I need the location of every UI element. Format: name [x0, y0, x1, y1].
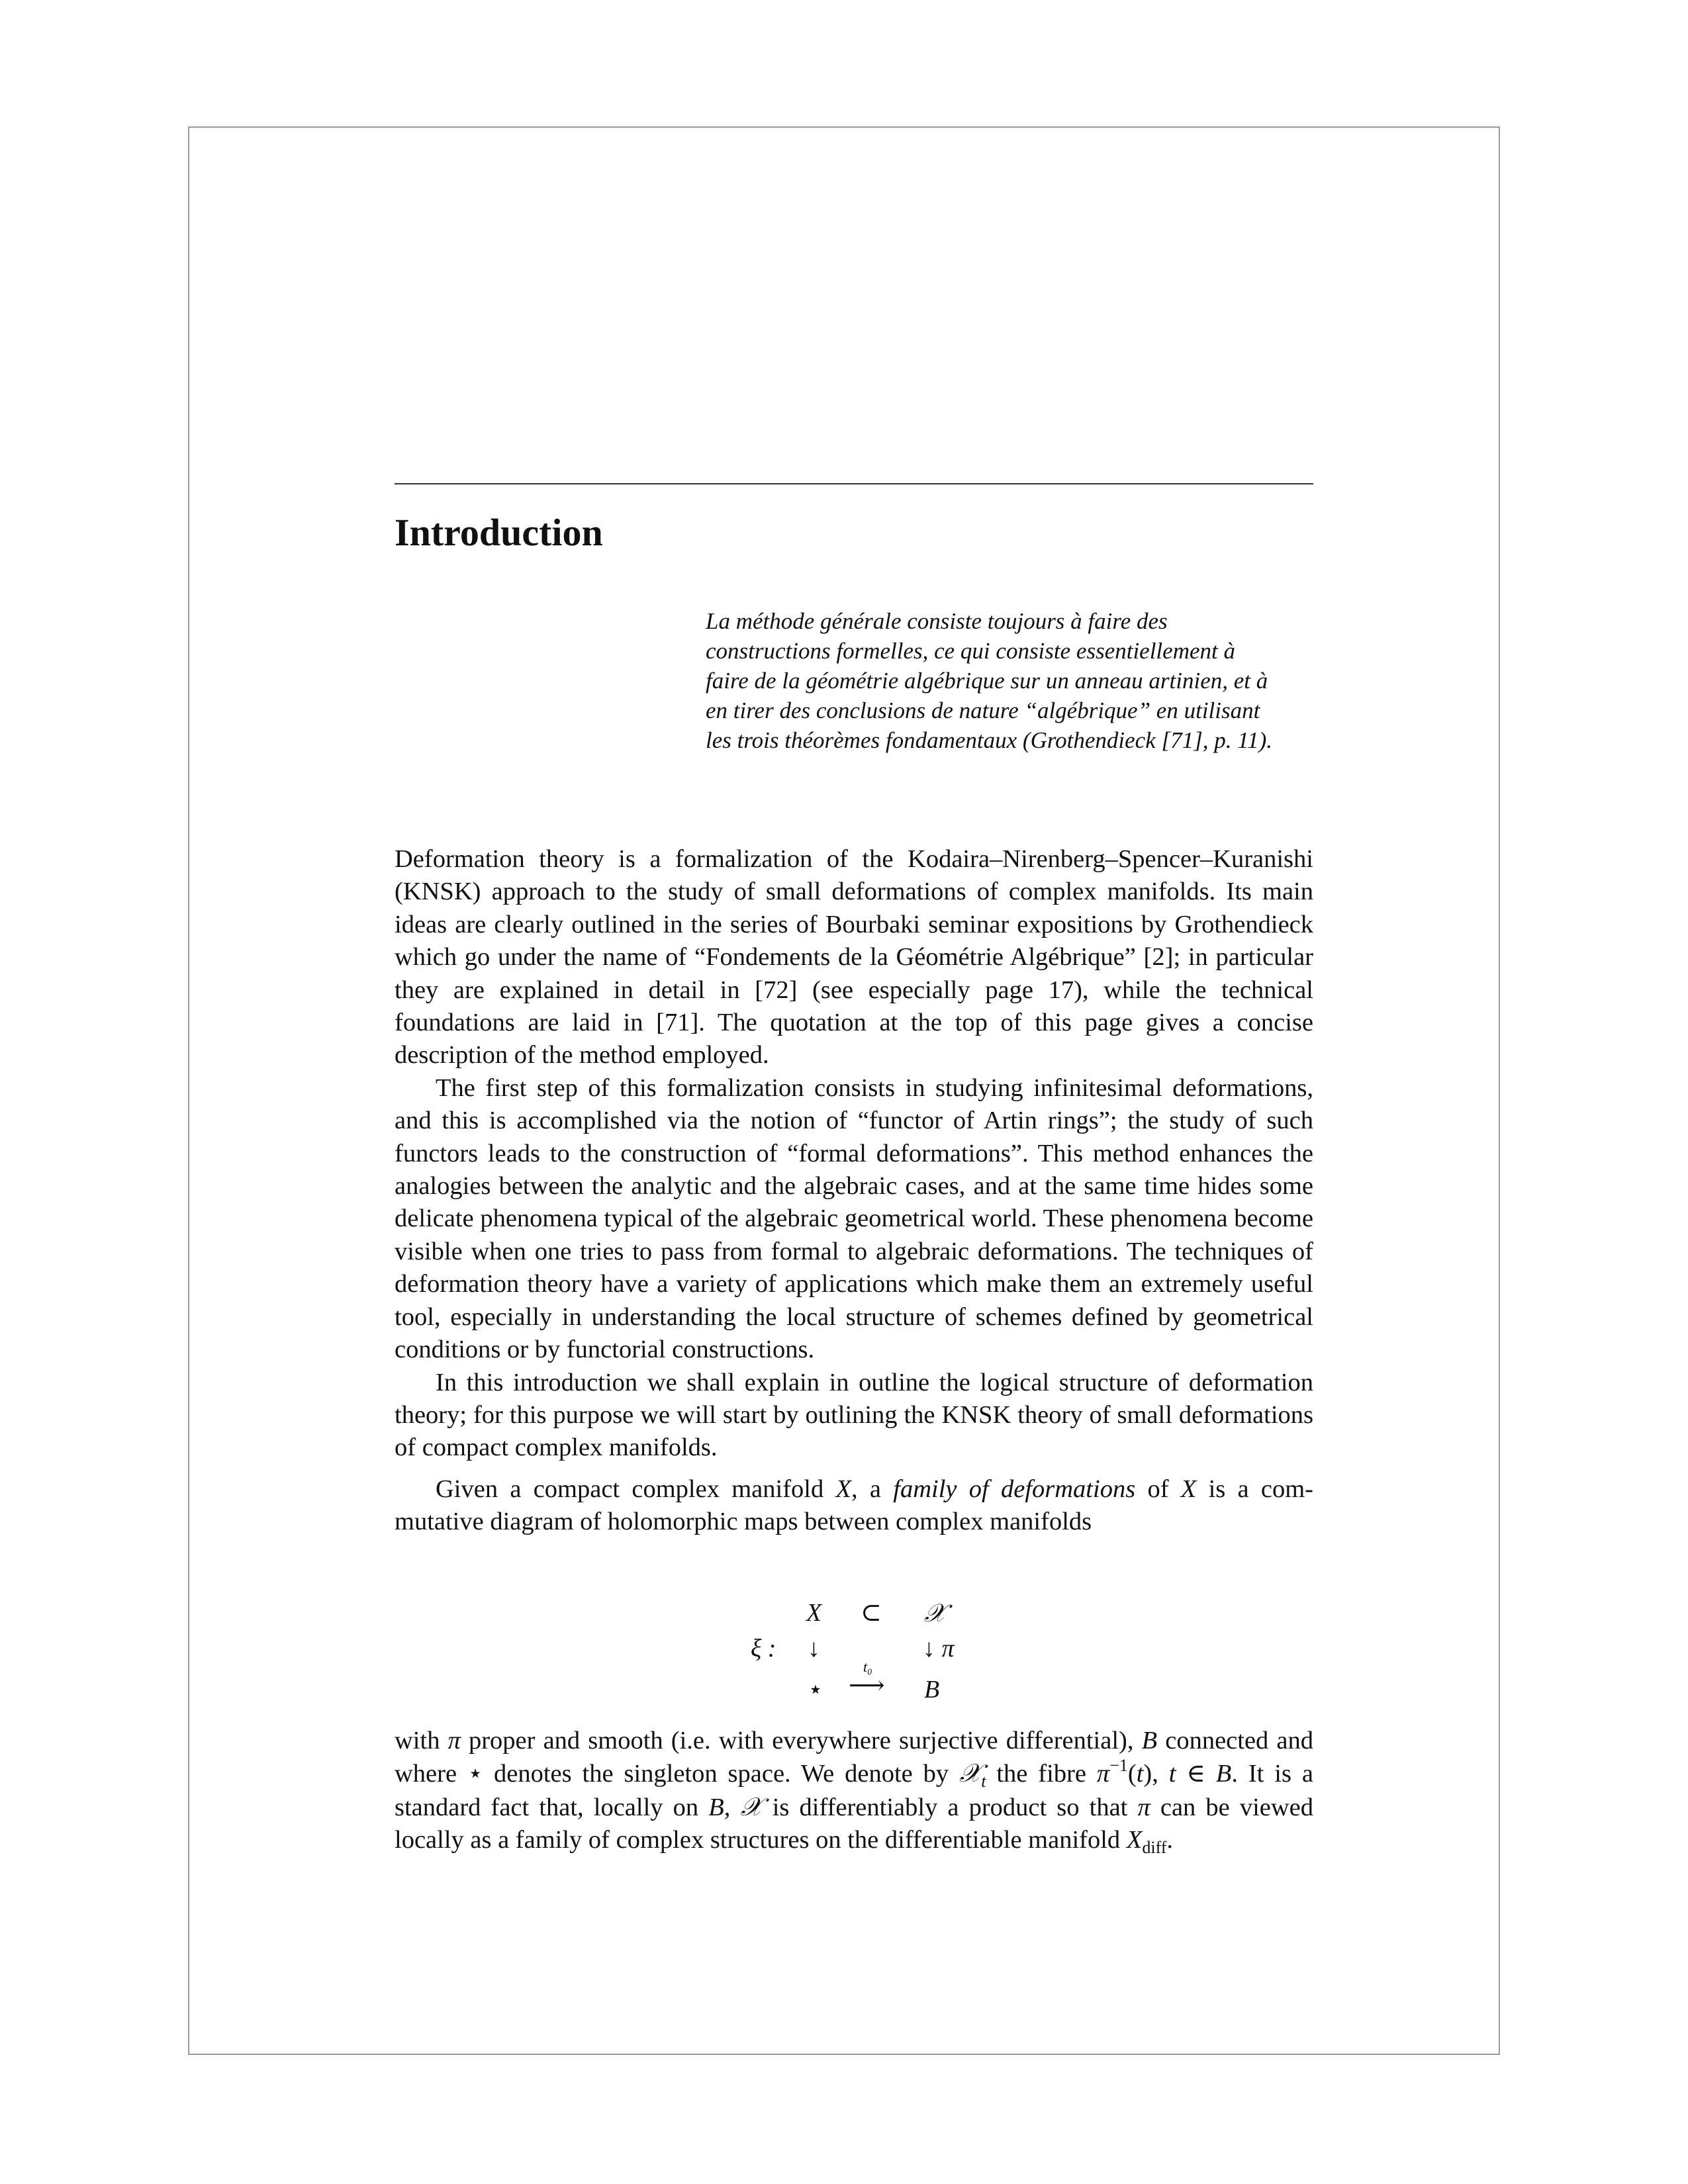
math-symbol: X — [835, 1475, 852, 1503]
math-superscript: −1 — [1109, 1756, 1128, 1776]
text-run: with — [395, 1727, 448, 1754]
paragraph-4 — [395, 1473, 1313, 1539]
text-run: , a — [851, 1475, 894, 1503]
text-run: connected and where — [395, 1727, 1313, 1788]
math-symbol: B — [1215, 1760, 1232, 1788]
epigraph-quote — [706, 606, 1313, 755]
math-symbol: B — [1141, 1727, 1158, 1754]
math-symbol: B — [708, 1793, 724, 1821]
paragraph-3: In this introduction we shall explain in outline the logical structure of deformation theory; for this purpose we will start by outlining the KNSK theory of small deformations of compact complex manifolds. — [395, 1368, 1313, 1462]
diagram-down-left: ↓ — [808, 1635, 820, 1662]
commutative-diagram — [741, 1600, 980, 1713]
text-run: proper and smooth (i.e. with everywhere surjective differential), — [460, 1727, 1142, 1754]
diagram-bottom-right: B — [924, 1676, 940, 1704]
math-symbol: t — [1136, 1760, 1144, 1788]
diagram-top-right: 𝒳 — [924, 1598, 946, 1627]
diagram-xi-label: ξ : — [751, 1635, 776, 1662]
paragraph-5 — [395, 1725, 1313, 1857]
diagram-arrow-label: t₀ — [863, 1659, 872, 1675]
section-rule — [395, 483, 1313, 484]
math-symbol: π — [1096, 1760, 1110, 1788]
paragraph-1: Deformation theory is a formalization of the Kodaira–Nirenberg–Spencer–Kuranishi (KNSK) approach to the study of small deformations of complex manifolds. Its main ideas are clearly outlined in the series of Bourbaki seminar expositions by Grothendieck which go under the name of “Fondements de la Géométrie Algébrique” [2]; in particular they are explained in detail in [72] (see especially page 17), while the technical foundations are laid in [71]. The quotation at the top of this page gives a concise description of the method employed. — [395, 845, 1313, 1069]
math-symbol: 𝒳 — [740, 1792, 763, 1822]
epigraph-line: faire de la géométrie algébrique sur un anneau artinien, et à — [706, 668, 1268, 694]
text-run: ), — [1143, 1760, 1169, 1788]
math-symbol: ⋆ — [467, 1760, 484, 1788]
diagram-down-right: ↓ π — [923, 1635, 955, 1662]
math-subscript: t — [981, 1772, 986, 1792]
epigraph-line: constructions formelles, ce qui consiste essentiellement à — [706, 638, 1235, 664]
math-symbol: π — [1137, 1793, 1150, 1821]
text-run: the fibre — [986, 1760, 1097, 1788]
diagram-bottom-left: ⋆ — [808, 1676, 823, 1704]
text-run: Given a compact complex manifold — [436, 1475, 836, 1503]
math-symbol: X — [1126, 1826, 1143, 1854]
math-subscript: diff — [1142, 1838, 1167, 1858]
text-run: ∈ — [1176, 1760, 1216, 1788]
intro-paragraphs — [395, 843, 1313, 1465]
math-symbol: X — [1180, 1475, 1197, 1503]
epigraph-line: en tirer des conclusions de nature “algébrique” en utilisant — [706, 698, 1260, 723]
text-run: can be viewed locally as a family of complex structures on the differentiable manifold — [395, 1793, 1313, 1854]
text-run: is differentiably a product so that — [762, 1793, 1138, 1821]
paragraph-2: The first step of this formalization consists in studying infinitesimal deformations, and this is accomplished via the notion of “functor of Artin rings”; the study of such functors leads to the construction of “formal deformations”. This method enhances the analogies between the analytic and the algebraic cases, and at the same time hides some delicate phenomena typical of the algebraic geometrical world. These phenomena become visible when one tries to pass from formal to algebraic deformations. The techniques of deformation theory have a variety of applications which make them an extremely useful tool, especially in understanding the local structure of schemes defined by geometrical conditions or by functorial constructions. — [395, 1073, 1313, 1364]
math-symbol: t — [1168, 1760, 1176, 1788]
definition-paragraph — [395, 1473, 1313, 1539]
diagram-top-left: X — [806, 1599, 822, 1627]
text-run: ( — [1127, 1760, 1137, 1788]
section-heading: Introduction — [395, 511, 603, 554]
epigraph-line: La méthode générale consiste toujours à faire des — [706, 608, 1168, 634]
closing-paragraph — [395, 1725, 1313, 1857]
text-run: of — [1135, 1475, 1181, 1503]
diagram-arrow: ⟶ — [849, 1672, 885, 1700]
diagram-subset: ⊂ — [861, 1599, 882, 1627]
math-symbol: 𝒳 — [959, 1758, 982, 1789]
text-run: is a commutative diagram of holomorphic maps between complex manifolds — [395, 1475, 1313, 1536]
text-run: . It is a standard fact that, locally on — [395, 1760, 1313, 1821]
emphasis-term: family of deformations — [893, 1475, 1136, 1503]
math-symbol: π — [447, 1727, 461, 1754]
text-run: . — [1166, 1826, 1174, 1854]
text-run: denotes the singleton space. We denote by — [483, 1760, 960, 1788]
text-run: , — [724, 1793, 741, 1821]
epigraph-line: les trois théorèmes fondamentaux (Grothendieck [71], p. 11). — [706, 727, 1273, 753]
